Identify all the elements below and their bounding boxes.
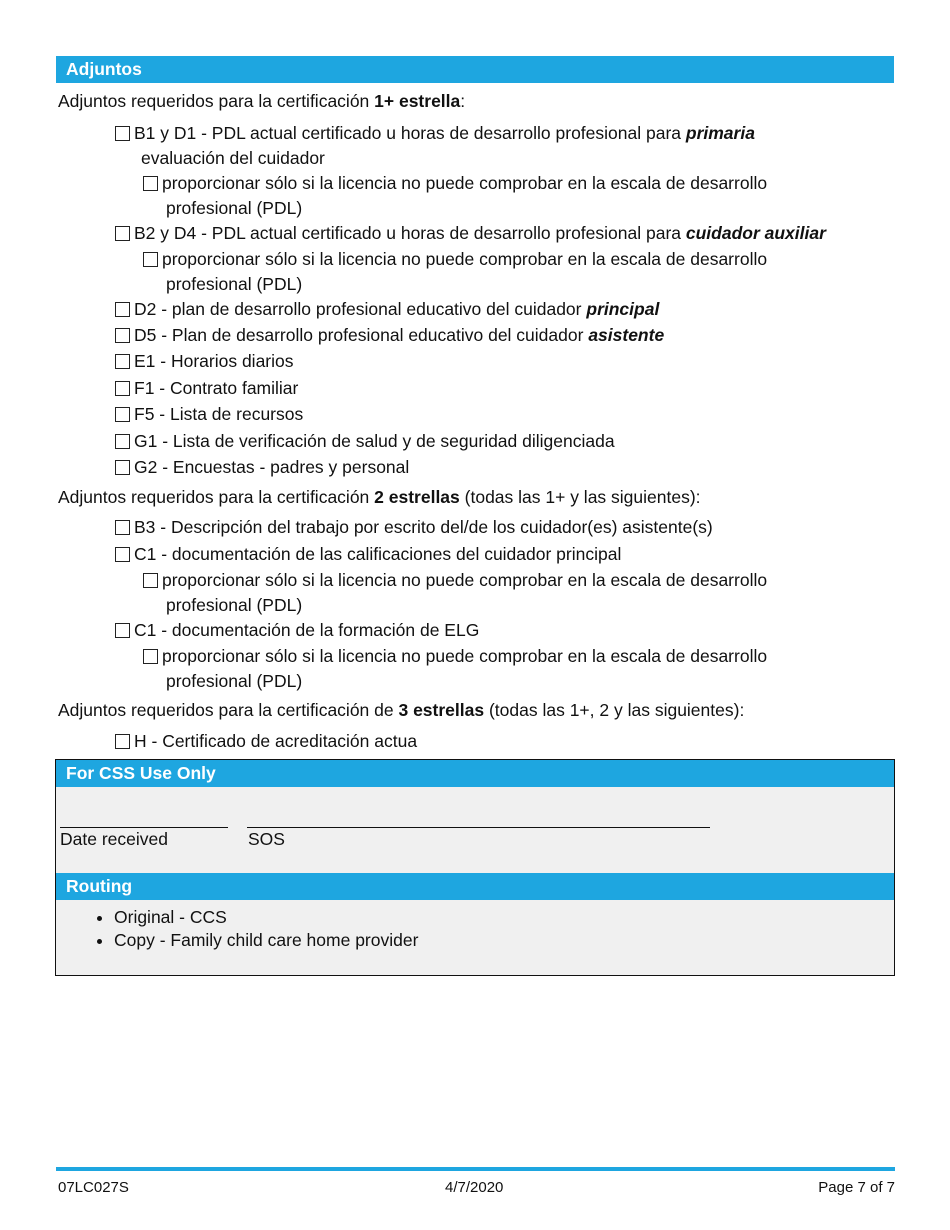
checkbox[interactable] (143, 649, 158, 664)
checkbox-item-b3[interactable]: B3 - Descripción del trabajo por escrito del/de los cuidador(es) asistente(s) (115, 516, 713, 538)
checkbox-item-b1[interactable]: B1 y D1 - PDL actual certificado u horas de desarrollo profesional para primaria (115, 122, 755, 144)
checkbox[interactable] (143, 252, 158, 267)
checkbox-item-b2[interactable]: B2 y D4 - PDL actual certificado u horas de desarrollo profesional para cuidador auxiliar (115, 222, 826, 244)
group1-intro: Adjuntos requeridos para la certificación 1+ estrella: (58, 91, 466, 111)
checkbox-item-f1[interactable]: F1 - Contrato familiar (115, 377, 298, 399)
checkbox-item-g1[interactable]: G1 - Lista de verificación de salud y de seguridad diligenciada (115, 430, 615, 452)
checkbox-sub-c1-elg[interactable]: proporcionar sólo si la licencia no puede comprobar en la escala de desarrollo (143, 645, 767, 667)
checkbox-sub-b2[interactable]: proporcionar sólo si la licencia no puede comprobar en la escala de desarrollo (143, 248, 767, 270)
group3-intro: Adjuntos requeridos para la certificación de 3 estrellas (todas las 1+, 2 y las siguientes): (58, 700, 745, 720)
checkbox[interactable] (115, 407, 130, 422)
section-title: Adjuntos (66, 59, 142, 79)
footer-form-code: 07LC027S (58, 1179, 129, 1196)
checkbox-item-g2[interactable]: G2 - Encuestas - padres y personal (115, 456, 409, 478)
checkbox[interactable] (115, 520, 130, 535)
checkbox[interactable] (115, 354, 130, 369)
checkbox[interactable] (143, 573, 158, 588)
checkbox-item-c1-calificaciones[interactable]: C1 - documentación de las calificaciones del cuidador principal (115, 543, 621, 565)
footer-rule (56, 1167, 895, 1171)
footer-date: 4/7/2020 (445, 1179, 504, 1196)
checkbox[interactable] (115, 623, 130, 638)
css-use-header (56, 760, 894, 787)
checkbox-item-e1[interactable]: E1 - Horarios diarios (115, 350, 294, 372)
footer-page-number: Page 7 of 7 (818, 1179, 895, 1196)
checkbox[interactable] (115, 328, 130, 343)
checkbox-item-d2[interactable]: D2 - plan de desarrollo profesional educativo del cuidador principal (115, 298, 659, 320)
checkbox[interactable] (115, 734, 130, 749)
checkbox-item-b1-line2: evaluación del cuidador (141, 148, 325, 168)
checkbox[interactable] (143, 176, 158, 191)
list-item: • Copy - Family child care home provider (114, 929, 418, 952)
routing-title: Routing (66, 876, 133, 896)
checkbox-sub-b1[interactable]: proporcionar sólo si la licencia no puede comprobar en la escala de desarrollo (143, 172, 767, 194)
checkbox[interactable] (115, 547, 130, 562)
list-item: • Original - CCS (114, 906, 418, 929)
css-use-title: For CSS Use Only (66, 763, 216, 783)
checkbox-sub-c1-elg-line2: profesional (PDL) (166, 671, 303, 691)
checkbox[interactable] (115, 226, 130, 241)
group2-intro: Adjuntos requeridos para la certificación 2 estrellas (todas las 1+ y las siguientes): (58, 487, 701, 507)
checkbox-item-c1-elg[interactable]: C1 - documentación de la formación de ELG (115, 619, 479, 641)
checkbox[interactable] (115, 381, 130, 396)
checkbox-item-f5[interactable]: F5 - Lista de recursos (115, 403, 303, 425)
checkbox[interactable] (115, 434, 130, 449)
checkbox-sub-c1-calificaciones[interactable]: proporcionar sólo si la licencia no puede comprobar en la escala de desarrollo (143, 569, 767, 591)
date-received-label: Date received (60, 829, 168, 849)
sos-label: SOS (248, 829, 285, 849)
checkbox-item-h[interactable]: H - Certificado de acreditación actua (115, 730, 417, 752)
routing-list (92, 906, 418, 952)
checkbox[interactable] (115, 460, 130, 475)
checkbox-item-d5[interactable]: D5 - Plan de desarrollo profesional educativo del cuidador asistente (115, 324, 664, 346)
routing-header (56, 873, 894, 900)
checkbox-sub-b1-line2: profesional (PDL) (166, 198, 303, 218)
checkbox-sub-c1-calificaciones-line2: profesional (PDL) (166, 595, 303, 615)
checkbox[interactable] (115, 126, 130, 141)
section-header-adjuntos (56, 56, 894, 83)
checkbox-sub-b2-line2: profesional (PDL) (166, 274, 303, 294)
sos-field[interactable] (247, 827, 710, 828)
checkbox[interactable] (115, 302, 130, 317)
